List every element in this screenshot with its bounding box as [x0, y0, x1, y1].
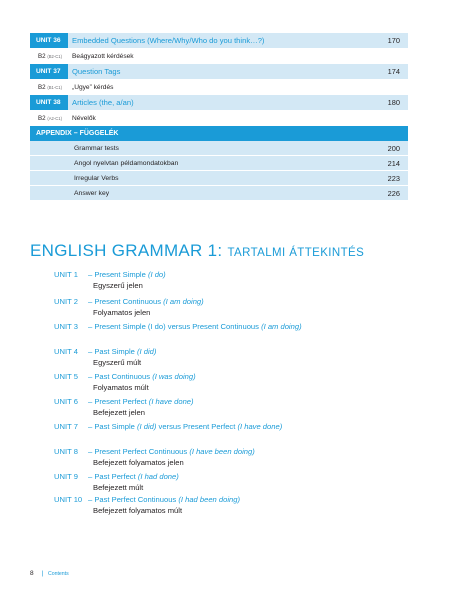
- unit-title: – Present Simple (I do) versus Present Continuous (I am doing): [88, 322, 302, 331]
- unit-title: – Present Perfect Continuous (I have been doing): [88, 447, 255, 456]
- unit-title: – Present Perfect (I have done): [88, 397, 194, 406]
- unit-title: – Past Perfect (I had done): [88, 472, 179, 481]
- contents-table: [30, 33, 408, 201]
- unit-title: Embedded Questions (Where/Why/Who do you think…?): [68, 33, 408, 48]
- unit-title: Articles (the, a/an): [68, 95, 408, 110]
- appendix-item[interactable]: [30, 141, 408, 156]
- unit-badge: UNIT 37: [30, 64, 68, 79]
- unit-label: UNIT 6: [54, 397, 78, 406]
- heading-sub: TARTALMI ÁTTEKINTÉS: [227, 247, 365, 259]
- unit-label: UNIT 3: [54, 322, 78, 331]
- section-heading: [30, 241, 364, 261]
- unit-subtitle: „Ugye” kérdés: [72, 84, 114, 91]
- unit-hungarian-title: Befejezett folyamatos múlt: [93, 506, 183, 515]
- unit-hungarian-title: Folyamatos múlt: [93, 383, 149, 392]
- toc-subtitle-row: [30, 49, 408, 64]
- unit-title: – Past Continuous (I was doing): [88, 372, 196, 381]
- toc-unit-row[interactable]: [30, 64, 408, 80]
- appendix-item-title: Angol nyelvtan példamondatokban: [74, 159, 179, 167]
- page-number: 170: [387, 36, 400, 45]
- unit-hungarian-title: Egyszerű múlt: [93, 358, 142, 367]
- unit-title: Question Tags: [68, 64, 408, 79]
- unit-label: UNIT 4: [54, 347, 78, 356]
- page-number: 223: [387, 173, 400, 183]
- unit-label: UNIT 8: [54, 447, 78, 456]
- unit-subtitle: Névelők: [72, 115, 96, 122]
- page-number: 174: [387, 67, 400, 76]
- unit-hungarian-title: Befejezett folyamatos jelen: [93, 458, 184, 467]
- unit-hungarian-title: Befejezett múlt: [93, 483, 144, 492]
- unit-badge: UNIT 36: [30, 33, 68, 48]
- toc-unit-row[interactable]: [30, 33, 408, 49]
- page-number: 200: [387, 143, 400, 153]
- appendix-header: APPENDIX – FÜGGELÉK: [30, 126, 408, 141]
- page-number: 214: [387, 158, 400, 168]
- unit-hungarian-title: Egyszerű jelen: [93, 281, 143, 290]
- page-footer: [30, 570, 69, 577]
- heading-main: ENGLISH GRAMMAR 1:: [30, 241, 223, 260]
- page-number: 226: [387, 188, 400, 198]
- unit-hungarian-title: Folyamatos jelen: [93, 308, 151, 317]
- unit-title: – Present Continuous (I am doing): [88, 297, 204, 306]
- toc-subtitle-row: [30, 111, 408, 126]
- toc-unit-row[interactable]: [30, 95, 408, 111]
- unit-badge: UNIT 38: [30, 95, 68, 110]
- appendix-item-title: Grammar tests: [74, 144, 119, 152]
- toc-subtitle-row: [30, 80, 408, 95]
- appendix-item-title: Answer key: [74, 189, 110, 197]
- unit-label: UNIT 9: [54, 472, 78, 481]
- unit-label: UNIT 10: [54, 495, 83, 504]
- unit-title: – Past Simple (I did): [88, 347, 157, 356]
- appendix-item[interactable]: [30, 186, 408, 201]
- appendix-item[interactable]: [30, 156, 408, 171]
- level-indicator: B2 (B2-C1): [38, 53, 62, 60]
- unit-subtitle: Beágyazott kérdések: [72, 53, 134, 60]
- footer-divider: |: [41, 570, 44, 577]
- unit-label: UNIT 2: [54, 297, 78, 306]
- page-number: 180: [387, 98, 400, 107]
- appendix-item-title: Irregular Verbs: [74, 174, 119, 182]
- level-indicator: B2 (A2-C1): [38, 115, 62, 122]
- unit-label: UNIT 7: [54, 422, 78, 431]
- unit-title: – Present Simple (I do): [88, 270, 166, 279]
- unit-label: UNIT 5: [54, 372, 78, 381]
- unit-title: – Past Perfect Continuous (I had been doing): [88, 495, 240, 504]
- unit-hungarian-title: Befejezett jelen: [93, 408, 145, 417]
- unit-label: UNIT 1: [54, 270, 78, 279]
- page-number: 8: [30, 570, 34, 577]
- level-indicator: B2 (B1-C1): [38, 84, 62, 91]
- unit-title: – Past Simple (I did) versus Present Perfect (I have done): [88, 422, 283, 431]
- footer-label: Contents: [47, 571, 69, 577]
- appendix-item[interactable]: [30, 171, 408, 186]
